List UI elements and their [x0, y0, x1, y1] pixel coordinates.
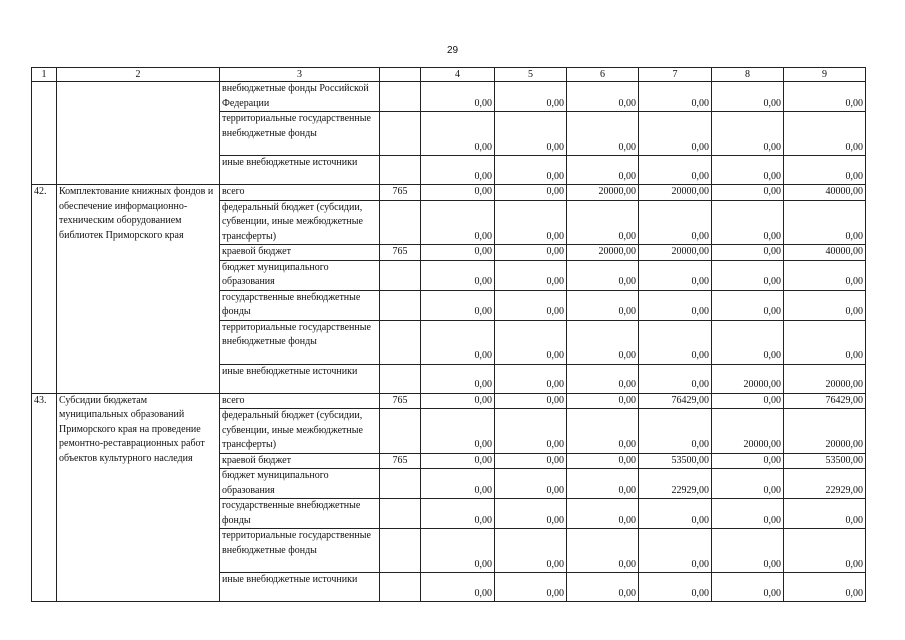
value-cell: 0,00	[421, 529, 495, 573]
value-cell: 0,00	[567, 529, 639, 573]
value-cell: 0,00	[421, 499, 495, 529]
value-cell: 0,00	[712, 573, 784, 602]
value-cell: 20000,00	[784, 364, 866, 393]
code-cell	[380, 82, 421, 112]
value-cell: 0,00	[712, 393, 784, 409]
value-cell: 22929,00	[639, 469, 712, 499]
value-cell: 0,00	[421, 290, 495, 320]
value-cell: 0,00	[712, 499, 784, 529]
value-cell: 0,00	[639, 320, 712, 364]
table-row	[32, 82, 866, 112]
funding-source-cell: федеральный бюджет (субсидии, субвенции, иные межбюджетные трансферты)	[220, 409, 380, 454]
funding-source-cell: государственные внебюджетные фонды	[220, 499, 380, 529]
value-cell: 20000,00	[712, 409, 784, 454]
value-cell: 0,00	[567, 320, 639, 364]
value-cell: 40000,00	[784, 185, 866, 201]
value-cell: 0,00	[712, 290, 784, 320]
value-cell: 0,00	[567, 393, 639, 409]
value-cell: 53500,00	[639, 453, 712, 469]
value-cell: 0,00	[567, 364, 639, 393]
funding-source-cell: бюджет муниципального образования	[220, 469, 380, 499]
value-cell: 20000,00	[784, 409, 866, 454]
value-cell: 0,00	[421, 393, 495, 409]
table-body	[32, 68, 866, 602]
value-cell: 0,00	[421, 112, 495, 156]
value-cell: 0,00	[639, 260, 712, 290]
value-cell: 0,00	[784, 260, 866, 290]
funding-source-cell: внебюджетные фонды Российской Федерации	[220, 82, 380, 112]
item-number-cell	[32, 82, 57, 185]
header-cell: 7	[639, 68, 712, 82]
value-cell: 0,00	[639, 409, 712, 454]
code-cell	[380, 200, 421, 245]
value-cell: 0,00	[495, 499, 567, 529]
header-row	[32, 68, 866, 82]
value-cell: 76429,00	[639, 393, 712, 409]
code-cell: 765	[380, 245, 421, 261]
value-cell: 0,00	[421, 185, 495, 201]
value-cell: 0,00	[421, 453, 495, 469]
value-cell: 0,00	[567, 156, 639, 185]
code-cell	[380, 409, 421, 454]
value-cell: 0,00	[784, 499, 866, 529]
value-cell: 0,00	[712, 260, 784, 290]
header-cell: 9	[784, 68, 866, 82]
value-cell: 0,00	[784, 290, 866, 320]
header-cell: 2	[57, 68, 220, 82]
page-number: 29	[446, 45, 459, 56]
code-cell	[380, 260, 421, 290]
value-cell: 20000,00	[567, 185, 639, 201]
value-cell: 0,00	[421, 469, 495, 499]
item-number-cell: 42.	[32, 185, 57, 394]
value-cell: 0,00	[639, 364, 712, 393]
value-cell: 0,00	[495, 393, 567, 409]
value-cell: 0,00	[495, 320, 567, 364]
value-cell: 0,00	[639, 529, 712, 573]
value-cell: 0,00	[712, 112, 784, 156]
value-cell: 0,00	[784, 156, 866, 185]
funding-source-cell: краевой бюджет	[220, 453, 380, 469]
value-cell: 0,00	[495, 245, 567, 261]
funding-source-cell: иные внебюджетные источники	[220, 156, 380, 185]
value-cell: 0,00	[712, 185, 784, 201]
item-name-cell	[57, 82, 220, 185]
value-cell: 0,00	[784, 112, 866, 156]
funding-source-cell: территориальные государственные внебюджетные фонды	[220, 320, 380, 364]
value-cell: 0,00	[639, 112, 712, 156]
value-cell: 0,00	[567, 112, 639, 156]
value-cell: 0,00	[784, 200, 866, 245]
item-name-cell: Субсидии бюджетам муниципальных образований Приморского края на проведение ремонтно-реставрационных работ объектов культурного наследия	[57, 393, 220, 602]
value-cell: 0,00	[784, 529, 866, 573]
value-cell: 0,00	[495, 290, 567, 320]
value-cell: 0,00	[421, 573, 495, 602]
value-cell: 0,00	[495, 260, 567, 290]
value-cell: 0,00	[495, 469, 567, 499]
value-cell: 76429,00	[784, 393, 866, 409]
code-cell	[380, 320, 421, 364]
value-cell: 40000,00	[784, 245, 866, 261]
value-cell: 0,00	[421, 156, 495, 185]
value-cell: 0,00	[495, 200, 567, 245]
value-cell: 0,00	[421, 364, 495, 393]
value-cell: 0,00	[567, 290, 639, 320]
code-cell	[380, 499, 421, 529]
header-cell: 3	[220, 68, 380, 82]
header-cell: 8	[712, 68, 784, 82]
value-cell: 0,00	[712, 156, 784, 185]
item-name-cell: Комплектование книжных фондов и обеспечение информационно-техническим оборудованием библиотек Приморского края	[57, 185, 220, 394]
value-cell: 0,00	[421, 320, 495, 364]
header-cell: 4	[421, 68, 495, 82]
value-cell: 0,00	[639, 573, 712, 602]
value-cell: 0,00	[421, 82, 495, 112]
code-cell: 765	[380, 453, 421, 469]
header-cell: 5	[495, 68, 567, 82]
value-cell: 20000,00	[639, 245, 712, 261]
value-cell: 0,00	[567, 82, 639, 112]
item-number-cell: 43.	[32, 393, 57, 602]
code-cell	[380, 156, 421, 185]
value-cell: 0,00	[421, 200, 495, 245]
funding-source-cell: бюджет муниципального образования	[220, 260, 380, 290]
value-cell: 0,00	[495, 453, 567, 469]
value-cell: 22929,00	[784, 469, 866, 499]
code-cell	[380, 529, 421, 573]
value-cell: 0,00	[712, 469, 784, 499]
table-row	[32, 393, 866, 409]
value-cell: 0,00	[712, 82, 784, 112]
code-cell	[380, 573, 421, 602]
funding-source-cell: всего	[220, 185, 380, 201]
funding-source-cell: территориальные государственные внебюджетные фонды	[220, 529, 380, 573]
code-cell: 765	[380, 393, 421, 409]
value-cell: 0,00	[567, 200, 639, 245]
value-cell: 0,00	[784, 82, 866, 112]
value-cell: 0,00	[712, 453, 784, 469]
funding-source-cell: иные внебюджетные источники	[220, 364, 380, 393]
value-cell: 0,00	[421, 260, 495, 290]
funding-source-cell: федеральный бюджет (субсидии, субвенции, иные межбюджетные трансферты)	[220, 200, 380, 245]
funding-source-cell: иные внебюджетные источники	[220, 573, 380, 602]
code-cell	[380, 469, 421, 499]
code-cell	[380, 364, 421, 393]
value-cell: 0,00	[784, 320, 866, 364]
value-cell: 0,00	[639, 290, 712, 320]
value-cell: 0,00	[639, 156, 712, 185]
value-cell: 20000,00	[567, 245, 639, 261]
value-cell: 0,00	[712, 200, 784, 245]
value-cell: 0,00	[567, 573, 639, 602]
header-cell: 1	[32, 68, 57, 82]
funding-source-cell: краевой бюджет	[220, 245, 380, 261]
value-cell: 0,00	[784, 573, 866, 602]
value-cell: 53500,00	[784, 453, 866, 469]
value-cell: 0,00	[495, 409, 567, 454]
value-cell: 0,00	[567, 453, 639, 469]
value-cell: 0,00	[495, 112, 567, 156]
value-cell: 0,00	[639, 200, 712, 245]
funding-source-cell: территориальные государственные внебюджетные фонды	[220, 112, 380, 156]
value-cell: 0,00	[567, 409, 639, 454]
value-cell: 0,00	[639, 499, 712, 529]
code-cell	[380, 112, 421, 156]
funding-source-cell: всего	[220, 393, 380, 409]
value-cell: 0,00	[495, 529, 567, 573]
header-cell: 6	[567, 68, 639, 82]
value-cell: 0,00	[495, 573, 567, 602]
budget-table	[31, 67, 866, 602]
value-cell: 20000,00	[712, 364, 784, 393]
code-cell	[380, 290, 421, 320]
value-cell: 0,00	[495, 82, 567, 112]
value-cell: 0,00	[712, 529, 784, 573]
value-cell: 0,00	[495, 364, 567, 393]
value-cell: 0,00	[495, 185, 567, 201]
value-cell: 20000,00	[639, 185, 712, 201]
value-cell: 0,00	[712, 320, 784, 364]
code-cell: 765	[380, 185, 421, 201]
value-cell: 0,00	[567, 499, 639, 529]
value-cell: 0,00	[421, 245, 495, 261]
table-row	[32, 185, 866, 201]
value-cell: 0,00	[495, 156, 567, 185]
value-cell: 0,00	[567, 469, 639, 499]
funding-source-cell: государственные внебюджетные фонды	[220, 290, 380, 320]
value-cell: 0,00	[712, 245, 784, 261]
value-cell: 0,00	[421, 409, 495, 454]
value-cell: 0,00	[567, 260, 639, 290]
header-cell	[380, 68, 421, 82]
value-cell: 0,00	[639, 82, 712, 112]
